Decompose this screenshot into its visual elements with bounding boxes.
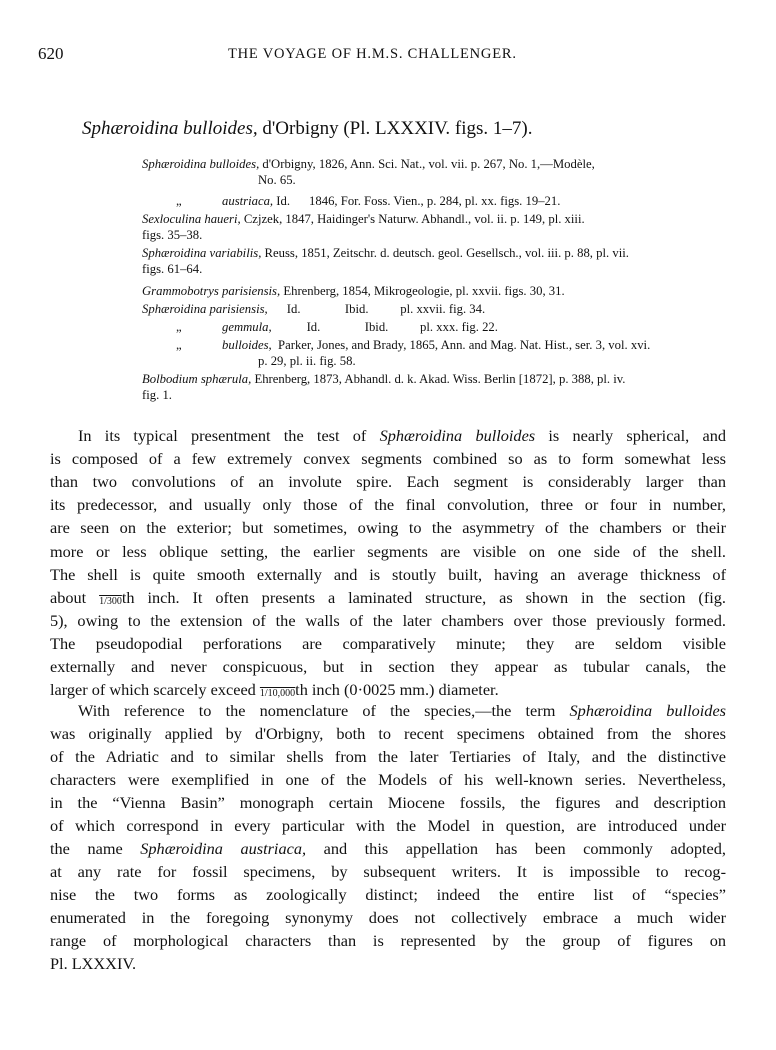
text-line: The pseudopodial perforations are comparatively minute; they are seldom visible bbox=[50, 633, 726, 653]
citation-text: Parker, Jones, and Brady, 1865, Ann. and Mag. Nat. Hist., ser. 3, vol. xvi. bbox=[274, 338, 651, 352]
citation-text: Reuss, 1851, Zeitschr. d. deutsch. geol. Gesellsch., vol. iii. p. 88, pl. vii. bbox=[261, 246, 629, 260]
synonymy-entry bbox=[258, 355, 356, 368]
text-line: than two convolutions of an involute spire. Each segment is considerably larger than bbox=[50, 472, 726, 492]
text-line: Pl. LXXXIV. bbox=[50, 954, 137, 973]
synonymy-entry bbox=[142, 263, 202, 276]
synonymy-entry bbox=[258, 174, 296, 187]
fraction: 1/10,000 bbox=[259, 688, 296, 700]
citation-text: Id. Ibid. pl. xxx. fig. 22. bbox=[274, 320, 498, 334]
text-line: was originally applied by d'Orbigny, both to recent specimens obtained from the shores bbox=[50, 724, 726, 743]
taxon-name: Sphæroidina parisiensis, bbox=[142, 302, 268, 316]
taxon-name: Grammobotrys parisiensis, bbox=[142, 284, 281, 298]
text-line: range of morphological characters than is represented by the group of figures on bbox=[50, 931, 726, 950]
synonymy-entry bbox=[142, 389, 172, 402]
citation-text: p. 29, pl. ii. fig. 58. bbox=[258, 354, 356, 368]
text-line: is composed of a few extremely convex segments combined so as to form somewhat less bbox=[50, 449, 726, 469]
taxon-name: Bolbodium sphærula, bbox=[142, 372, 252, 386]
ditto-mark: „ bbox=[176, 194, 182, 208]
taxon-name: Sphæroidina bulloides, bbox=[142, 157, 260, 171]
citation-text: figs. 35–38. bbox=[142, 228, 203, 242]
italic-term: Sphæroidina bulloides bbox=[379, 426, 536, 445]
text-line: larger of which scarcely exceed 1/10,000th inch (0·0025 mm.) diameter. bbox=[50, 680, 499, 700]
text-line: In its typical presentment the test of Sphæroidina bulloides is nearly spherical, and bbox=[78, 426, 726, 445]
citation-text: Ehrenberg, 1854, Mikrogeologie, pl. xxvii. figs. 30, 31. bbox=[280, 284, 565, 298]
taxon-name: gemmula, bbox=[222, 320, 272, 334]
synonymy-entry bbox=[142, 285, 565, 298]
text-line: at any rate for fossil specimens, by subsequent writers. It is impossible to recog- bbox=[50, 862, 726, 881]
text-line: about 1/300th inch. It often presents a laminated structure, as shown in the section (fig. bbox=[50, 587, 726, 607]
taxon-name: Sexloculina haueri, bbox=[142, 212, 241, 226]
synonymy-entry bbox=[142, 158, 595, 171]
italic-term: Sphæroidina bulloides bbox=[569, 701, 727, 720]
italic-term: Sphæroidina austriaca, bbox=[140, 839, 307, 858]
citation-text: figs. 61–64. bbox=[142, 262, 203, 276]
citation-text: d'Orbigny, 1826, Ann. Sci. Nat., vol. vii. p. 267, No. 1,—Modèle, bbox=[259, 157, 595, 171]
citation-text: fig. 1. bbox=[142, 388, 172, 402]
text-line: of which correspond in every particular with the Model in question, are introduced under bbox=[50, 816, 726, 835]
synonymy-entry bbox=[176, 339, 650, 352]
species-heading bbox=[82, 118, 532, 140]
synonymy-entry bbox=[176, 321, 498, 334]
text-line: nise the two forms as zoologically distinct; indeed the entire list of “species” bbox=[50, 885, 726, 904]
synonymy-entry bbox=[142, 213, 585, 226]
citation-text: Czjzek, 1847, Haidinger's Naturw. Abhandl., vol. ii. p. 149, pl. xiii. bbox=[240, 212, 585, 226]
text-line: more or less oblique setting, the earlier segments are visible on one side of the shell. bbox=[50, 541, 726, 561]
text-line: the name Sphæroidina austriaca, and this appellation has been commonly adopted, bbox=[50, 839, 726, 858]
taxon-name: bulloides, bbox=[222, 338, 272, 352]
taxon-name: Sphæroidina variabilis, bbox=[142, 246, 262, 260]
running-title: THE VOYAGE OF H.M.S. CHALLENGER. bbox=[228, 46, 517, 62]
synonymy-entry bbox=[142, 373, 625, 386]
text-line: The shell is quite smooth externally and is stoutly built, having an average thickness of bbox=[50, 564, 726, 584]
citation-text: Ehrenberg, 1873, Abhandl. d. k. Akad. Wiss. Berlin [1872], p. 388, pl. iv. bbox=[251, 372, 626, 386]
citation-text: Id. Ibid. pl. xxvii. fig. 34. bbox=[267, 302, 486, 316]
heading-author: d'Orbigny (Pl. LXXXIV. figs. 1–7). bbox=[257, 118, 533, 139]
fraction: 1/300 bbox=[99, 595, 122, 607]
page-number: 620 bbox=[38, 44, 64, 63]
taxon-name: austriaca, bbox=[222, 194, 274, 208]
synonymy-entry bbox=[176, 195, 560, 208]
ditto-mark: „ bbox=[176, 320, 182, 334]
synonymy-entry bbox=[142, 303, 485, 316]
citation-text: Id. 1846, For. Foss. Vien., p. 284, pl. xx. figs. 19–21. bbox=[276, 194, 561, 208]
synonymy-entry bbox=[142, 229, 202, 242]
text-line: are seen on the exterior; but sometimes, owing to the asymmetry of the chambers or their bbox=[50, 518, 726, 538]
synonymy-entry bbox=[142, 247, 629, 260]
text-line: in the “Vienna Basin” monograph certain Miocene fossils, the figures and description bbox=[50, 793, 726, 812]
text-line: externally and never conspicuous, but in section they appear as tubular canals, the bbox=[50, 657, 726, 676]
ditto-mark: „ bbox=[176, 338, 182, 352]
citation-text: No. 65. bbox=[258, 173, 296, 187]
text-line: With reference to the nomenclature of the species,—the term Sphæroidina bulloides bbox=[78, 701, 727, 720]
text-line: of the Adriatic and to similar shells from the later Tertiaries of Italy, and the distinctive bbox=[50, 747, 726, 766]
heading-species-name: Sphæroidina bulloides, bbox=[82, 118, 258, 139]
text-line: enumerated in the foregoing synonymy does not collectively embrace a much wider bbox=[50, 908, 726, 927]
text-line: characters were exemplified in one of the Models of his well-known series. Nevertheless, bbox=[50, 770, 726, 789]
text-line: its predecessor, and usually only those of the final convolution, three or four in number, bbox=[50, 495, 726, 515]
text-line: 5), owing to the extension of the walls of the later chambers over those previously formed. bbox=[50, 610, 726, 630]
